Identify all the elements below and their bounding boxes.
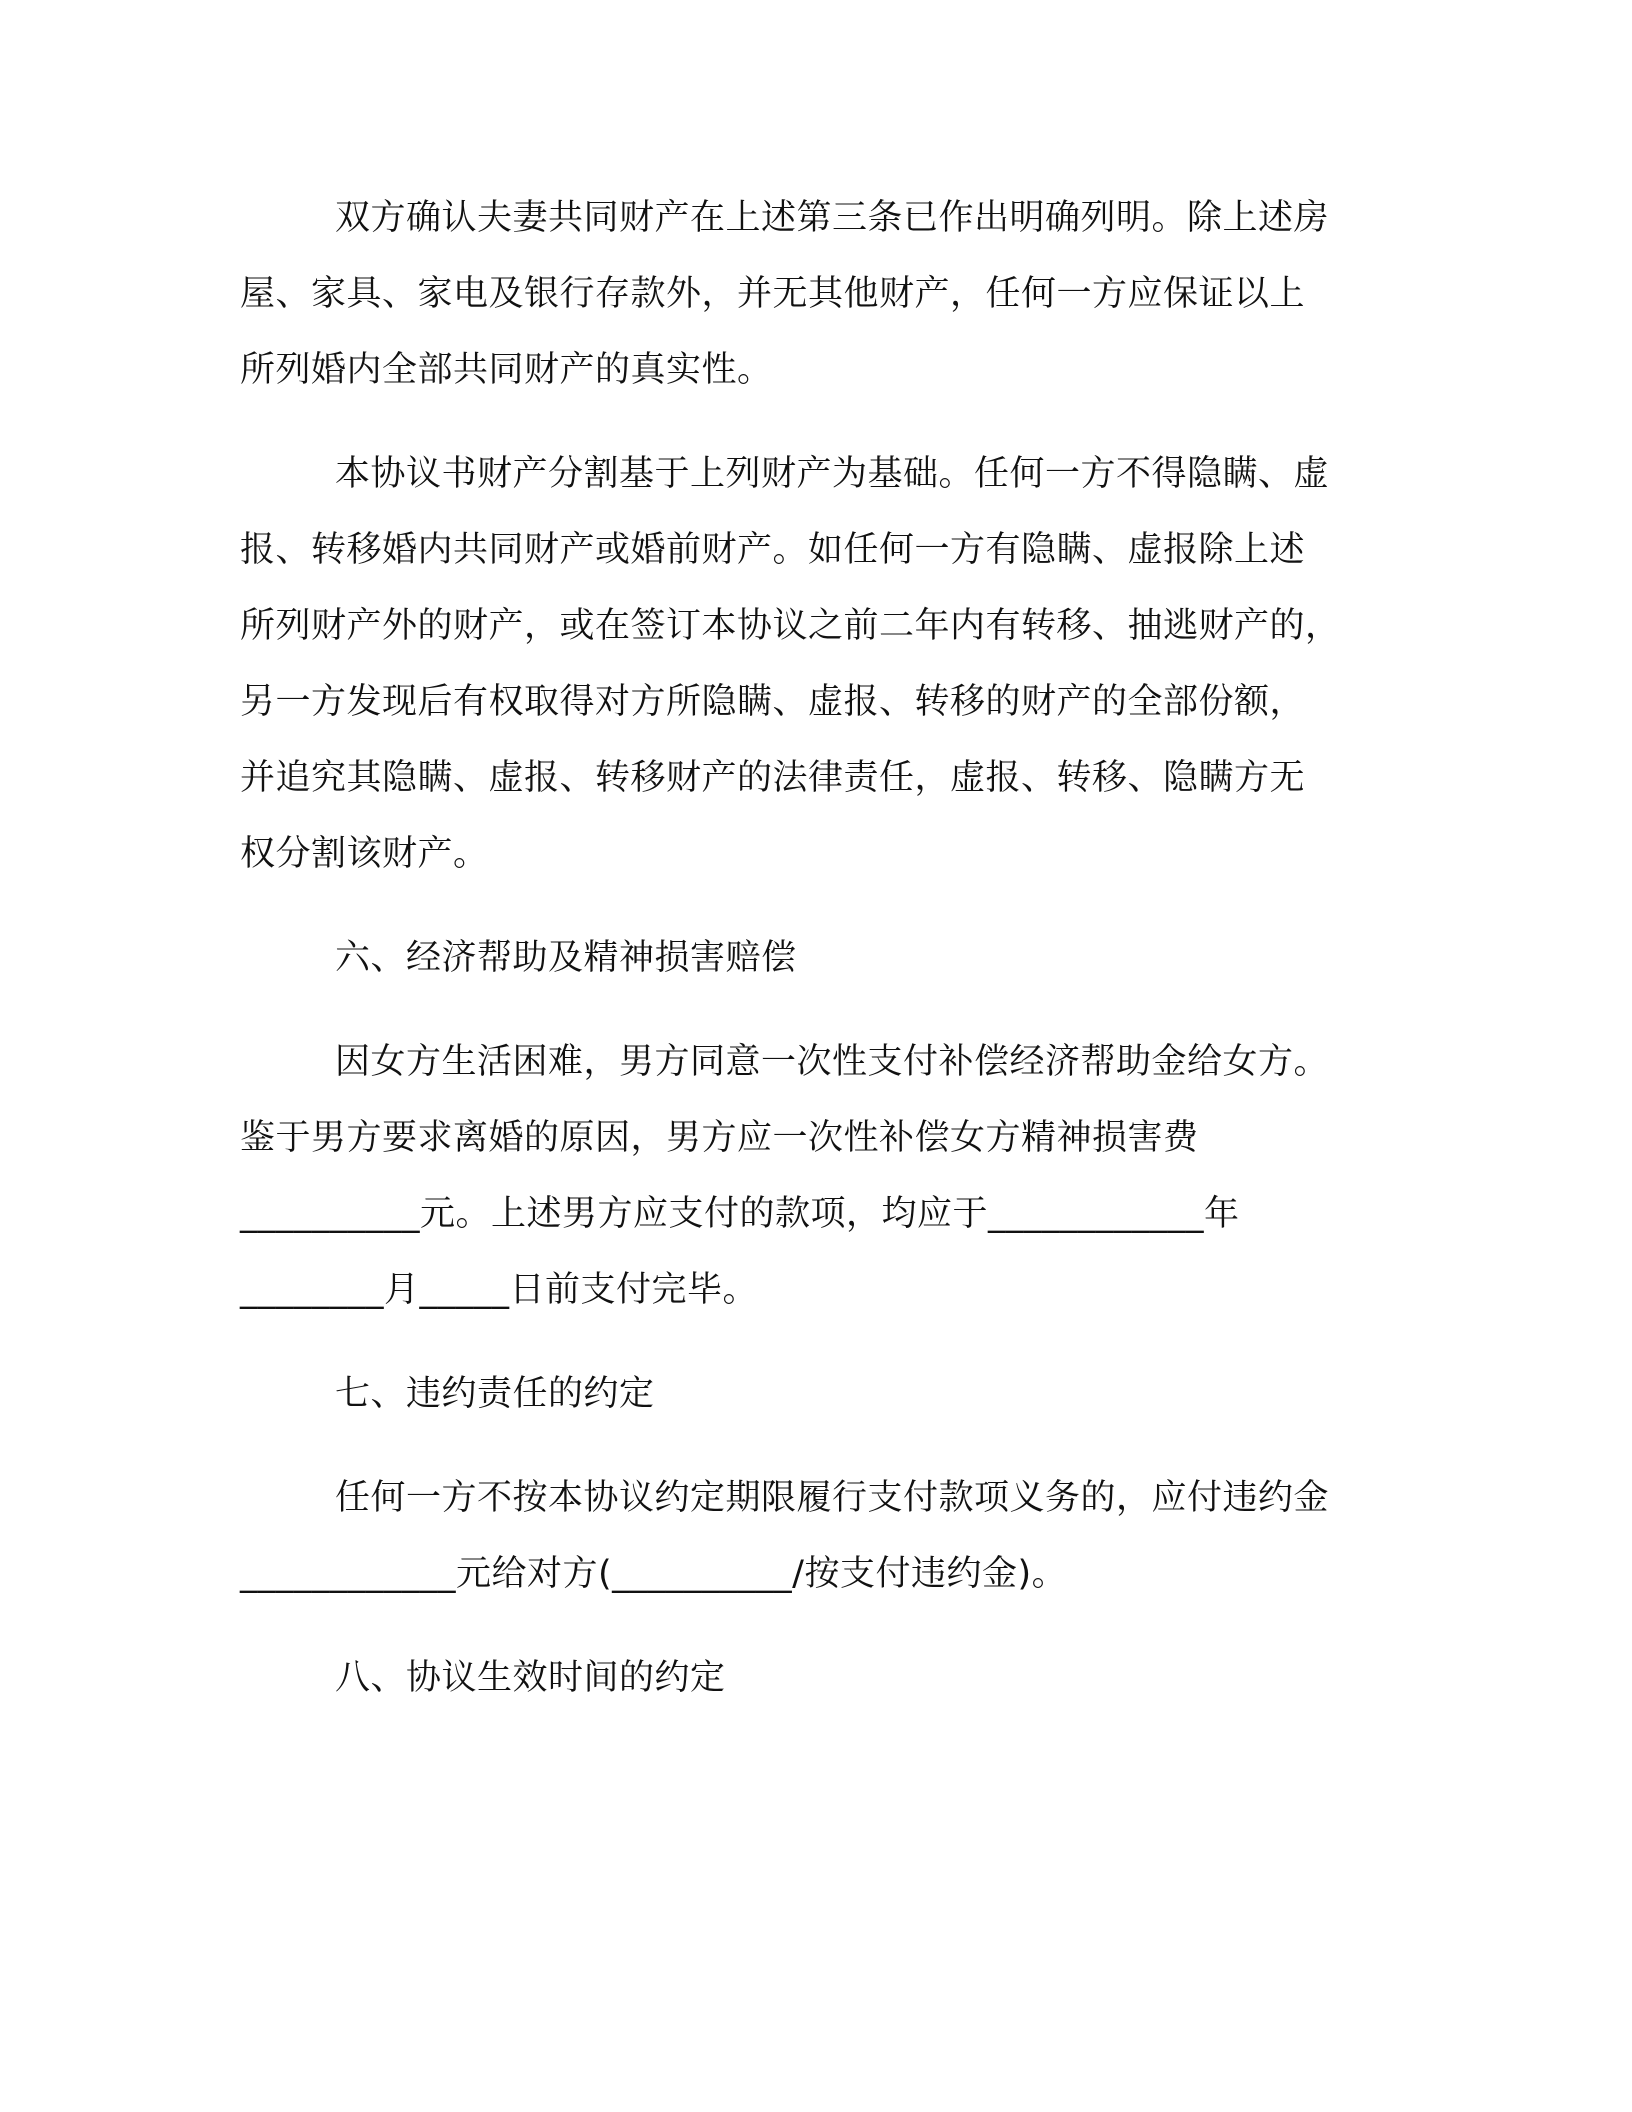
section-6-line-2: 鉴于男方要求离婚的原因，男方应一次性补偿女方精神损害费 <box>240 1118 1199 1158</box>
section-6-line-4: ________月_____日前支付完毕。 <box>240 1270 759 1310</box>
paragraph-2-line-1: 本协议书财产分割基于上列财产为基础。任何一方不得隐瞒、虚 <box>335 454 1330 494</box>
paragraph-2-line-4: 另一方发现后有权取得对方所隐瞒、虚报、转移的财产的全部份额， <box>240 682 1306 722</box>
section-6-line-3: __________元。上述男方应支付的款项，均应于____________年 <box>240 1194 1240 1234</box>
paragraph-2-line-3: 所列财产外的财产，或在签订本协议之前二年内有转移、抽逃财产的， <box>240 606 1341 646</box>
section-6-heading: 六、经济帮助及精神损害赔偿 <box>335 938 797 978</box>
paragraph-1-line-3: 所列婚内全部共同财产的真实性。 <box>240 350 773 390</box>
paragraph-2-line-6: 权分割该财产。 <box>240 834 489 874</box>
paragraph-2-line-2: 报、转移婚内共同财产或婚前财产。如任何一方有隐瞒、虚报除上述 <box>240 530 1306 570</box>
paragraph-1-line-2: 屋、家具、家电及银行存款外，并无其他财产，任何一方应保证以上 <box>240 274 1306 314</box>
paragraph-1-line-1: 双方确认夫妻共同财产在上述第三条已作出明确列明。除上述房 <box>335 198 1330 238</box>
section-6-line-1: 因女方生活困难，男方同意一次性支付补偿经济帮助金给女方。 <box>335 1042 1330 1082</box>
section-7-heading: 七、违约责任的约定 <box>335 1374 655 1414</box>
section-7-line-1: 任何一方不按本协议约定期限履行支付款项义务的，应付违约金 <box>335 1478 1330 1518</box>
section-8-heading: 八、协议生效时间的约定 <box>335 1658 726 1698</box>
section-7-line-2: ____________元给对方(__________/按支付违约金)。 <box>240 1554 1068 1594</box>
paragraph-2-line-5: 并追究其隐瞒、虚报、转移财产的法律责任，虚报、转移、隐瞒方无 <box>240 758 1306 798</box>
